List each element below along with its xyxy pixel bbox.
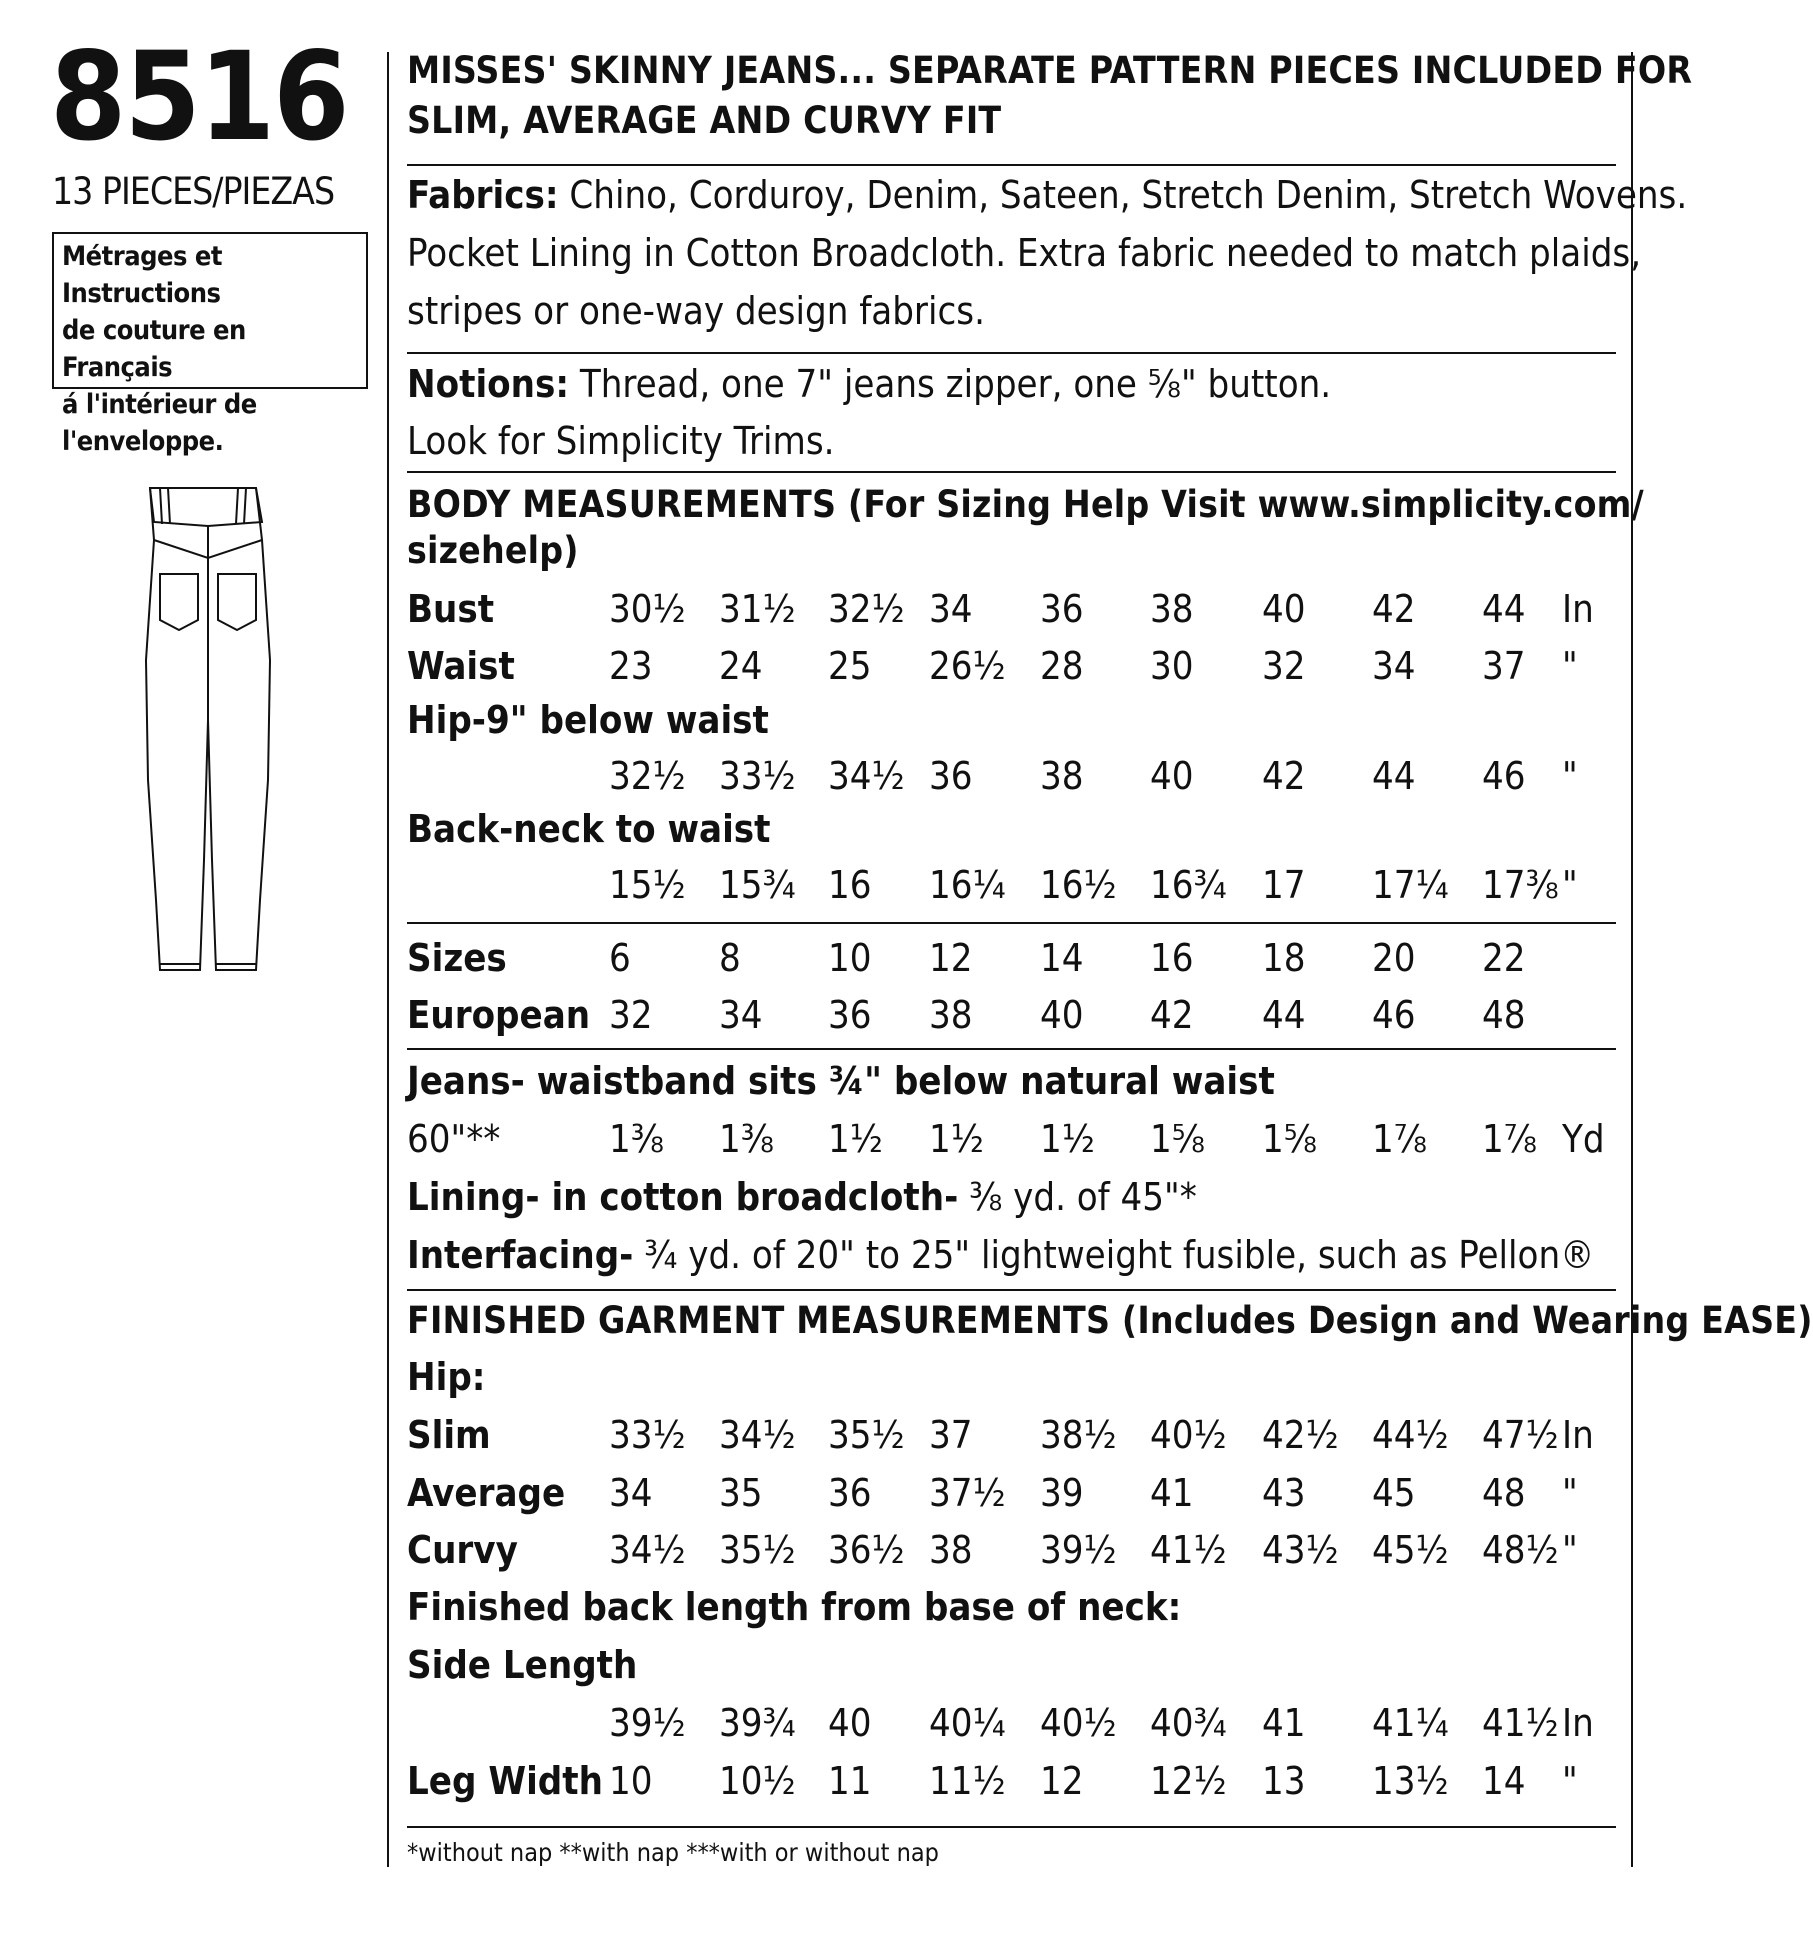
back-neck-row-value: 17⅜	[1482, 863, 1559, 907]
vertical-divider	[387, 52, 389, 1867]
bust-row-value: 42	[1372, 587, 1416, 631]
european-row-value: 46	[1372, 993, 1416, 1037]
body-measurements-heading-1: BODY MEASUREMENTS (For Sizing Help Visit www.simplicity.com/	[407, 483, 1644, 526]
belt-loop	[236, 488, 246, 524]
side-length-row-value: 39¾	[719, 1701, 796, 1745]
leg-width-row-value: 12½	[1150, 1759, 1227, 1803]
french-note-line: Métrages et Instructions	[62, 241, 223, 309]
side-length-label: Side Length	[407, 1643, 638, 1687]
waist-row-value: 30	[1150, 644, 1194, 688]
bust-row-value: 40	[1262, 587, 1306, 631]
body-measurements-heading-2: sizehelp)	[407, 529, 579, 572]
leg-width-row-value: 11½	[929, 1759, 1006, 1803]
back-neck-row-value: 16¼	[929, 863, 1006, 907]
notions-line-1: Notions: Thread, one 7" jeans zipper, one ⅝" button.	[407, 362, 1332, 406]
side-length-row-value: 40¾	[1150, 1701, 1227, 1745]
side-length-row-value: 40	[828, 1701, 872, 1745]
european-row-label: European	[407, 993, 591, 1037]
leg-width-row-value: 13	[1262, 1759, 1306, 1803]
jeans-yardage-row-value: 1½	[929, 1117, 984, 1161]
sizes-row-value: 16	[1150, 936, 1194, 980]
slim-row-unit: In	[1562, 1413, 1594, 1457]
slim-row-value: 34½	[719, 1413, 796, 1457]
jeans-yardage-row-unit: Yd	[1562, 1117, 1605, 1161]
average-row-value: 39	[1040, 1471, 1084, 1515]
slim-row-value: 40½	[1150, 1413, 1227, 1457]
average-row-value: 34	[609, 1471, 653, 1515]
jeans-yardage-row-value: 1⅝	[1150, 1117, 1205, 1161]
hip-label: Hip:	[407, 1355, 486, 1399]
hip-row-value: 38	[1040, 754, 1084, 798]
side-length-row-unit: In	[1562, 1701, 1594, 1745]
european-row-value: 44	[1262, 993, 1306, 1037]
pattern-number: 8516	[50, 26, 348, 168]
fabrics-line-2: Pocket Lining in Cotton Broadcloth. Extra fabric needed to match plaids,	[407, 231, 1642, 275]
hip-row-value: 32½	[609, 754, 686, 798]
title-line-2: SLIM, AVERAGE AND CURVY FIT	[407, 99, 1002, 142]
waist-row-value: 32	[1262, 644, 1306, 688]
average-row-value: 35	[719, 1471, 763, 1515]
sizes-row-value: 14	[1040, 936, 1084, 980]
divider	[407, 1048, 1616, 1050]
pieces-count: 13 PIECES/PIEZAS	[52, 170, 335, 213]
jeans-yardage-row-value: 1½	[1040, 1117, 1095, 1161]
sizes-row-label: Sizes	[407, 936, 507, 980]
european-row-value: 42	[1150, 993, 1194, 1037]
slim-row-value: 33½	[609, 1413, 686, 1457]
divider	[407, 164, 1616, 166]
back-length-label: Finished back length from base of neck:	[407, 1585, 1182, 1629]
slim-row-value: 38½	[1040, 1413, 1117, 1457]
jeans-yardage-label: Jeans- waistband sits ¾" below natural waist	[407, 1059, 1275, 1103]
hip-row-value: 34½	[828, 754, 905, 798]
jeans-yardage-row-value: 1⅞	[1372, 1117, 1427, 1161]
back-neck-row-value: 16¾	[1150, 863, 1227, 907]
curvy-row-value: 39½	[1040, 1528, 1117, 1572]
jeans-yardage-row-value: 1⅜	[609, 1117, 664, 1161]
back-neck-row-value: 17¼	[1372, 863, 1449, 907]
average-row-value: 36	[828, 1471, 872, 1515]
average-row-value: 41	[1150, 1471, 1194, 1515]
divider	[407, 1826, 1616, 1828]
fabric-width: 60"**	[407, 1117, 501, 1161]
slim-row-value: 47½	[1482, 1413, 1559, 1457]
jeans-yardage-row-value: 1½	[828, 1117, 883, 1161]
belt-loop	[160, 488, 170, 524]
footnote: *without nap **with nap ***with or without nap	[407, 1838, 939, 1867]
fabrics-line-1: Fabrics: Chino, Corduroy, Denim, Sateen, Stretch Denim, Stretch Wovens.	[407, 173, 1688, 217]
european-row-value: 36	[828, 993, 872, 1037]
hip-row-value: 46	[1482, 754, 1526, 798]
finished-measurements-heading: FINISHED GARMENT MEASUREMENTS (Includes Design and Wearing EASE)	[407, 1299, 1813, 1342]
divider	[407, 352, 1616, 354]
side-length-row-value: 41½	[1482, 1701, 1559, 1745]
sizes-row-value: 18	[1262, 936, 1306, 980]
back-pocket-left	[160, 574, 198, 630]
french-note-box	[52, 232, 368, 457]
european-row-value: 34	[719, 993, 763, 1037]
hip-row-value: 42	[1262, 754, 1306, 798]
notions-label: Notions:	[407, 362, 570, 406]
curvy-row-value: 43½	[1262, 1528, 1339, 1572]
bust-row-value: 36	[1040, 587, 1084, 631]
average-row-label: Average	[407, 1471, 566, 1515]
french-note-line: á l'intérieur de	[62, 389, 257, 420]
sizes-row-value: 20	[1372, 936, 1416, 980]
waist-row-value: 37	[1482, 644, 1526, 688]
average-row-unit: "	[1562, 1471, 1578, 1515]
curvy-row-value: 48½	[1482, 1528, 1559, 1572]
average-row-value: 48	[1482, 1471, 1526, 1515]
hip-row-value: 36	[929, 754, 973, 798]
sizes-row-value: 10	[828, 936, 872, 980]
european-row-value: 40	[1040, 993, 1084, 1037]
slim-row-label: Slim	[407, 1413, 491, 1457]
curvy-row-value: 45½	[1372, 1528, 1449, 1572]
slim-row-value: 37	[929, 1413, 973, 1457]
hip-row-label: Hip-9" below waist	[407, 698, 769, 742]
curvy-row-label: Curvy	[407, 1528, 518, 1572]
curvy-row-unit: "	[1562, 1528, 1578, 1572]
back-neck-row-unit: "	[1562, 863, 1578, 907]
bust-row-value: 30½	[609, 587, 686, 631]
side-length-row-value: 41	[1262, 1701, 1306, 1745]
slim-row-value: 35½	[828, 1413, 905, 1457]
divider	[407, 1289, 1616, 1291]
back-pocket-right	[218, 574, 256, 630]
leg-width-row-value: 13½	[1372, 1759, 1449, 1803]
slim-row-value: 44½	[1372, 1413, 1449, 1457]
waist-row-value: 28	[1040, 644, 1084, 688]
slim-row-value: 42½	[1262, 1413, 1339, 1457]
waist-row-value: 26½	[929, 644, 1006, 688]
curvy-row-value: 34½	[609, 1528, 686, 1572]
jeans-yardage-row-value: 1⅝	[1262, 1117, 1317, 1161]
sizes-row-value: 12	[929, 936, 973, 980]
leg-width-row-unit: "	[1562, 1759, 1578, 1803]
leg-width-row-value: 14	[1482, 1759, 1526, 1803]
leg-width-row-value: 10	[609, 1759, 653, 1803]
back-neck-row-value: 15½	[609, 863, 686, 907]
back-neck-row-value: 17	[1262, 863, 1306, 907]
leg-width-row-value: 12	[1040, 1759, 1084, 1803]
waist-row-value: 24	[719, 644, 763, 688]
left-panel	[0, 0, 385, 1944]
notions-line-2: Look for Simplicity Trims.	[407, 419, 835, 463]
waist-row-value: 23	[609, 644, 653, 688]
leg-width-row-label: Leg Width	[407, 1759, 603, 1803]
average-row-value: 45	[1372, 1471, 1416, 1515]
waist-row-unit: "	[1562, 644, 1578, 688]
european-row-value: 38	[929, 993, 973, 1037]
curvy-row-value: 35½	[719, 1528, 796, 1572]
title-line-1: MISSES' SKINNY JEANS... SEPARATE PATTERN PIECES INCLUDED FOR	[407, 49, 1693, 92]
back-neck-row-label: Back-neck to waist	[407, 807, 771, 851]
curvy-row-value: 38	[929, 1528, 973, 1572]
french-note-line: l'enveloppe.	[62, 426, 224, 457]
waist-row-value: 25	[828, 644, 872, 688]
european-row-value: 32	[609, 993, 653, 1037]
bust-row-value: 34	[929, 587, 973, 631]
sizes-row-value: 8	[719, 936, 741, 980]
waist-row-value: 34	[1372, 644, 1416, 688]
bust-row-label: Bust	[407, 587, 495, 631]
hip-row-value: 44	[1372, 754, 1416, 798]
european-row-value: 48	[1482, 993, 1526, 1037]
bust-row-value: 31½	[719, 587, 796, 631]
lining-line: Lining- in cotton broadcloth- ⅜ yd. of 45"*	[407, 1175, 1197, 1219]
jeans-yardage-row-value: 1⅞	[1482, 1117, 1537, 1161]
bust-row-value: 32½	[828, 587, 905, 631]
french-note-line: de couture en Français	[62, 315, 246, 383]
leg-width-row-value: 11	[828, 1759, 872, 1803]
waist-row-label: Waist	[407, 644, 515, 688]
interfacing-line: Interfacing- ¾ yd. of 20" to 25" lightweight fusible, such as Pellon®	[407, 1233, 1595, 1277]
hip-row-unit: "	[1562, 754, 1578, 798]
fabrics-label: Fabrics:	[407, 173, 559, 217]
jeans-yardage-row-value: 1⅜	[719, 1117, 774, 1161]
bust-row-value: 38	[1150, 587, 1194, 631]
back-neck-row-value: 15¾	[719, 863, 796, 907]
divider	[407, 922, 1616, 924]
bust-row-value: 44	[1482, 587, 1526, 631]
right-border	[1631, 52, 1633, 1867]
side-length-row-value: 39½	[609, 1701, 686, 1745]
side-length-row-value: 41¼	[1372, 1701, 1449, 1745]
hip-row-value: 40	[1150, 754, 1194, 798]
back-neck-row-value: 16	[828, 863, 872, 907]
curvy-row-value: 36½	[828, 1528, 905, 1572]
divider	[407, 471, 1616, 473]
back-neck-row-value: 16½	[1040, 863, 1117, 907]
hip-row-value: 33½	[719, 754, 796, 798]
sizes-row-value: 22	[1482, 936, 1526, 980]
leg-width-row-value: 10½	[719, 1759, 796, 1803]
curvy-row-value: 41½	[1150, 1528, 1227, 1572]
fabrics-line-3: stripes or one-way design fabrics.	[407, 289, 985, 333]
average-row-value: 43	[1262, 1471, 1306, 1515]
side-length-row-value: 40½	[1040, 1701, 1117, 1745]
side-length-row-value: 40¼	[929, 1701, 1006, 1745]
sizes-row-value: 6	[609, 936, 631, 980]
bust-row-unit: In	[1562, 587, 1594, 631]
average-row-value: 37½	[929, 1471, 1006, 1515]
jeans-back-view-illustration	[128, 480, 288, 975]
